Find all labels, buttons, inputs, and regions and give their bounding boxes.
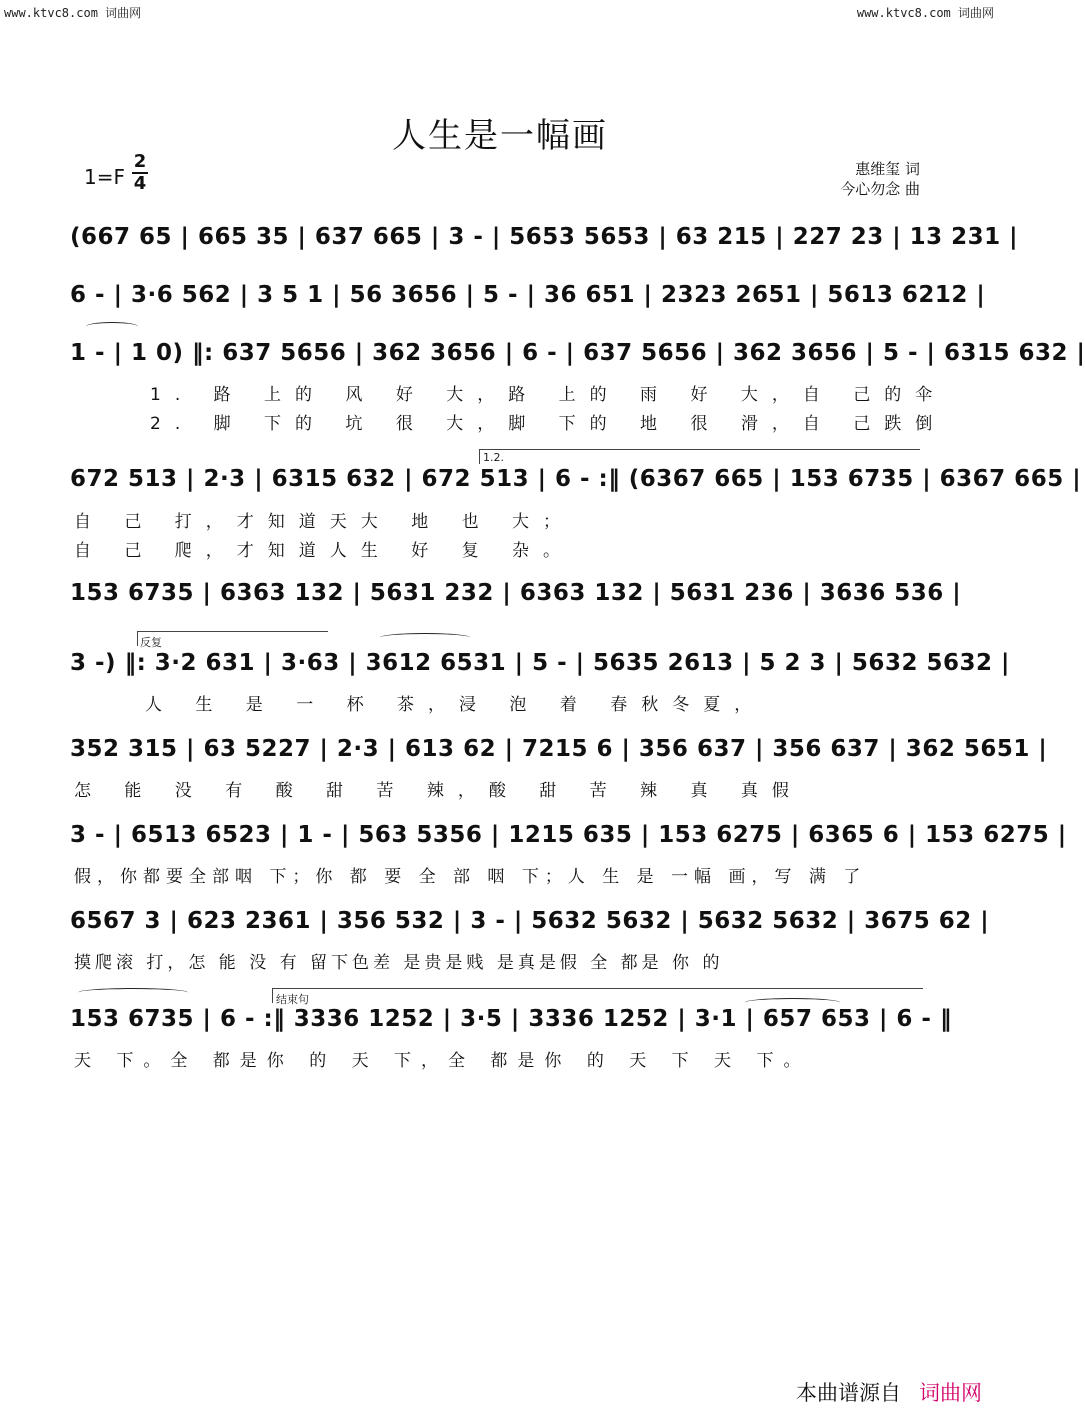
- slur-arc: [380, 633, 470, 642]
- ending-bracket: [272, 988, 923, 1003]
- score-line-10: 153 6735 | 6 - :‖ 3336 1252 | 3·5 | 3336 1252 | 3·1 | 657 653 | 6 - ‖: [70, 1006, 952, 1032]
- footer-brand[interactable]: 词曲网: [919, 1381, 982, 1405]
- watermark-left: www.ktvc8.com 词曲网: [4, 6, 142, 20]
- volta-bracket: [479, 449, 920, 464]
- score-line-6: 3 -) ‖: 3·2 631 | 3·63 | 3612 6531 | 5 - | 5635 2613 | 5 2 3 | 5632 5632 |: [70, 650, 1010, 676]
- score-line-2: 6 - | 3·6 562 | 3 5 1 | 56 3656 | 5 - | 36 651 | 2323 2651 | 5613 6212 |: [70, 282, 986, 308]
- repeat-mark: 反复: [140, 636, 162, 649]
- time-signature: [132, 152, 148, 194]
- footer-source: [796, 1377, 982, 1407]
- composer-credit: 今心勿念 曲: [840, 180, 920, 198]
- key-signature: 1=F: [84, 165, 125, 189]
- lyricist-credit: 惠维玺 词: [855, 160, 920, 178]
- watermark-right: www.ktvc8.com 词曲网: [856, 6, 994, 20]
- lyric-line-3a: 1. 路 上的 风 好 大，路 上的 雨 好 大，自 己的伞: [150, 385, 947, 405]
- page-title: 人生是一幅画: [392, 116, 608, 156]
- score-line-7: 352 315 | 63 5227 | 2·3 | 613 62 | 7215 6 | 356 637 | 356 637 | 362 5651 |: [70, 736, 1048, 762]
- slur-arc: [78, 988, 188, 997]
- lyric-line-8: 假，你都要全部咽 下；你 都 要 全 部 咽 下；人 生 是 一幅 画，写 满 了: [74, 867, 867, 887]
- score-line-3: 1 - | 1 0) ‖: 637 5656 | 362 3656 | 6 - | 637 5656 | 362 3656 | 5 - | 6315 632 |: [70, 340, 1085, 366]
- repeat-bracket: [137, 631, 328, 646]
- lyric-line-4b: 自 己 爬，才知道人生 好 复 杂。: [74, 541, 575, 561]
- lyric-line-6: 人 生 是 一 杯 茶，浸 泡 着 春秋冬夏，: [145, 695, 766, 715]
- score-line-4: 672 513 | 2·3 | 6315 632 | 672 513 | 6 - :‖ (6367 665 | 153 6735 | 6367 665 |: [70, 466, 1082, 492]
- lyric-line-4a: 自 己 打，才知道天大 地 也 大；: [74, 512, 575, 532]
- ending-mark: 结束句: [276, 993, 309, 1006]
- slur-arc: [86, 322, 138, 331]
- score-line-9: 6567 3 | 623 2361 | 356 532 | 3 - | 5632 5632 | 5632 5632 | 3675 62 |: [70, 908, 990, 934]
- time-signature-top: 2: [133, 151, 147, 172]
- score-line-5: 153 6735 | 6363 132 | 5631 232 | 6363 132 | 5631 236 | 3636 536 |: [70, 580, 962, 606]
- time-signature-bottom: 4: [133, 173, 147, 194]
- lyric-line-10: 天 下。全 都是你 的 天 下，全 都是你 的 天 下 天 下。: [74, 1051, 811, 1071]
- footer-text: 本曲谱源自: [796, 1381, 901, 1405]
- lyric-line-3b: 2. 脚 下的 坑 很 大，脚 下的 地 很 滑，自 己跌倒: [150, 414, 947, 434]
- lyric-line-7: 怎 能 没 有 酸 甜 苦 辣，酸 甜 苦 辣 真 真假: [74, 781, 803, 801]
- volta-mark: 1.2.: [483, 451, 504, 464]
- score-line-1: (667 65 | 665 35 | 637 665 | 3 - | 5653 5653 | 63 215 | 227 23 | 13 231 |: [70, 224, 1019, 250]
- lyric-line-9: 摸爬滚 打，怎 能 没 有 留下色差 是贵是贱 是真是假 全 都是 你 的: [74, 953, 724, 973]
- score-line-8: 3 - | 6513 6523 | 1 - | 563 5356 | 1215 635 | 153 6275 | 6365 6 | 153 6275 |: [70, 822, 1067, 848]
